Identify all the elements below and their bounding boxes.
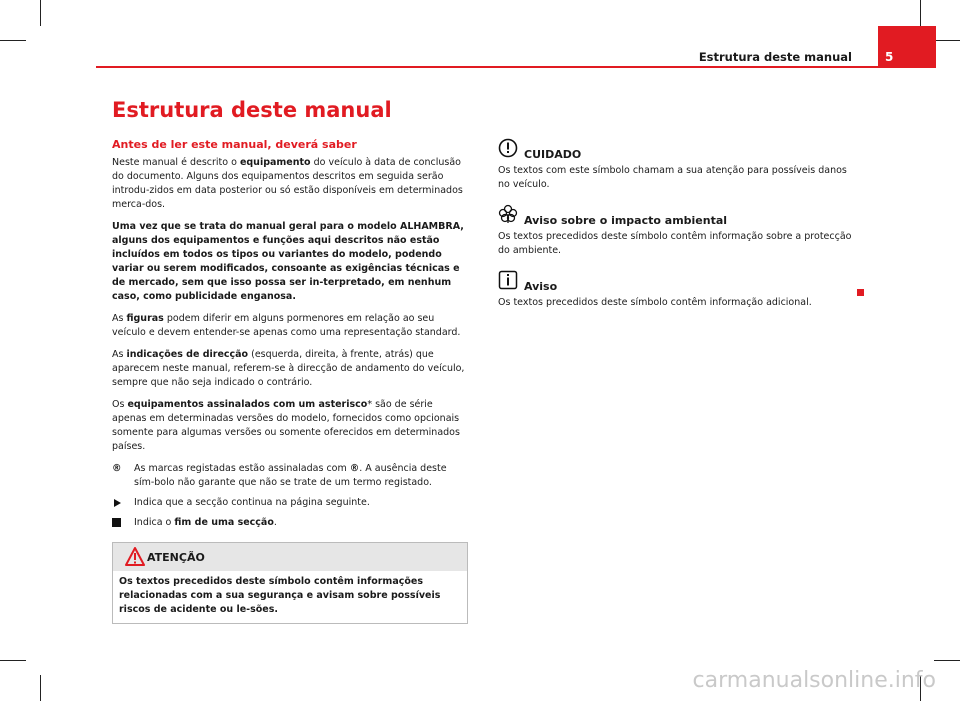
crop-mark: [40, 675, 41, 701]
header-title: Estrutura deste manual: [698, 50, 852, 64]
paragraph-asterisk: Os equipamentos assinalados com um asterisco* são de série apenas em determinadas versões do modelo, fornecidos como opcionais somente para algumas versões ou somente oferecidos em determinados países.: [112, 399, 460, 452]
environment-body: Os textos precedidos deste símbolo contêm informação sobre a protecção do ambiente.: [498, 231, 852, 256]
crop-mark: [920, 0, 921, 26]
paragraph-figures: As figuras podem diferir em alguns pormenores em relação ao seu veículo e devem entender-se apenas como uma representação standard.: [112, 313, 461, 338]
paragraph-equipment: Neste manual é descrito o equipamento do veículo à data de conclusão do documento. Alguns dos equipamentos descritos em seguida serão introdu-zidos em data posterior ou só estão disponíveis em determinados merca-dos.: [112, 157, 463, 210]
warning-body: Os textos precedidos deste símbolo contêm informações relacionadas com a sua segurança e avisam sobre possíveis riscos de acidente ou le-sões.: [119, 576, 441, 615]
warning-header: [113, 543, 467, 571]
right-column: [498, 138, 858, 320]
list-item-registered: ® As marcas registadas estão assinaladas com ®. A ausência deste sím-bolo não garante que não se trate de um termo registado.: [112, 463, 447, 488]
info-icon: [498, 270, 518, 290]
caution-icon: [498, 138, 518, 158]
caution-note: [498, 138, 858, 192]
crop-mark: [934, 40, 960, 41]
list-item-continues: Indica que a secção continua na página seguinte.: [112, 496, 468, 510]
caution-title: CUIDADO: [524, 148, 582, 161]
environment-title: Aviso sobre o impacto ambiental: [524, 214, 728, 227]
end-of-section-icon: [857, 289, 864, 296]
crop-mark: [934, 660, 960, 661]
end-of-section-icon: [112, 518, 121, 527]
crop-mark: [40, 0, 41, 26]
caution-body: Os textos com este símbolo chamam a sua atenção para possíveis danos no veículo.: [498, 165, 847, 190]
crop-mark: [0, 660, 26, 661]
arrow-right-icon: [114, 499, 121, 507]
warning-triangle-icon: [125, 547, 145, 566]
paragraph-directions: As indicações de direcção (esquerda, direita, à frente, atrás) que aparecem neste manual, referem-se à direcção de andamento do veículo, sempre que não seja indicado o contrário.: [112, 349, 465, 388]
page-title: Estrutura deste manual: [112, 98, 392, 122]
notice-note: [498, 270, 858, 310]
section-subheading: Antes de ler este manual, deverá saber: [112, 138, 357, 151]
header-rule: [96, 66, 936, 68]
registered-icon: ®: [112, 463, 122, 474]
crop-mark: [0, 40, 26, 41]
environment-flower-icon: [498, 204, 518, 224]
page-number: 5: [878, 26, 936, 68]
warning-title: ATENÇÃO: [147, 551, 205, 564]
environment-note: [498, 204, 858, 258]
paragraph-disclaimer: Uma vez que se trata do manual geral para o modelo ALHAMBRA, alguns dos equipamentos e funções aqui descritos não estão incluídos em todos os tipos ou variantes do modelo, podendo variar ou serem modificados, consoante as exigências técnicas e de mercado, sem que isso possa ser in-terpretado, em nenhum caso, como publicidade enganosa.: [112, 221, 464, 302]
left-column: [112, 138, 468, 624]
warning-box: [112, 542, 468, 624]
list-item-end-section: Indica o fim de uma secção.: [112, 516, 468, 530]
notice-body: Os textos precedidos deste símbolo contêm informação adicional.: [498, 297, 812, 308]
watermark: carmanualsonline.info: [692, 668, 936, 693]
notice-title: Aviso: [524, 280, 558, 293]
